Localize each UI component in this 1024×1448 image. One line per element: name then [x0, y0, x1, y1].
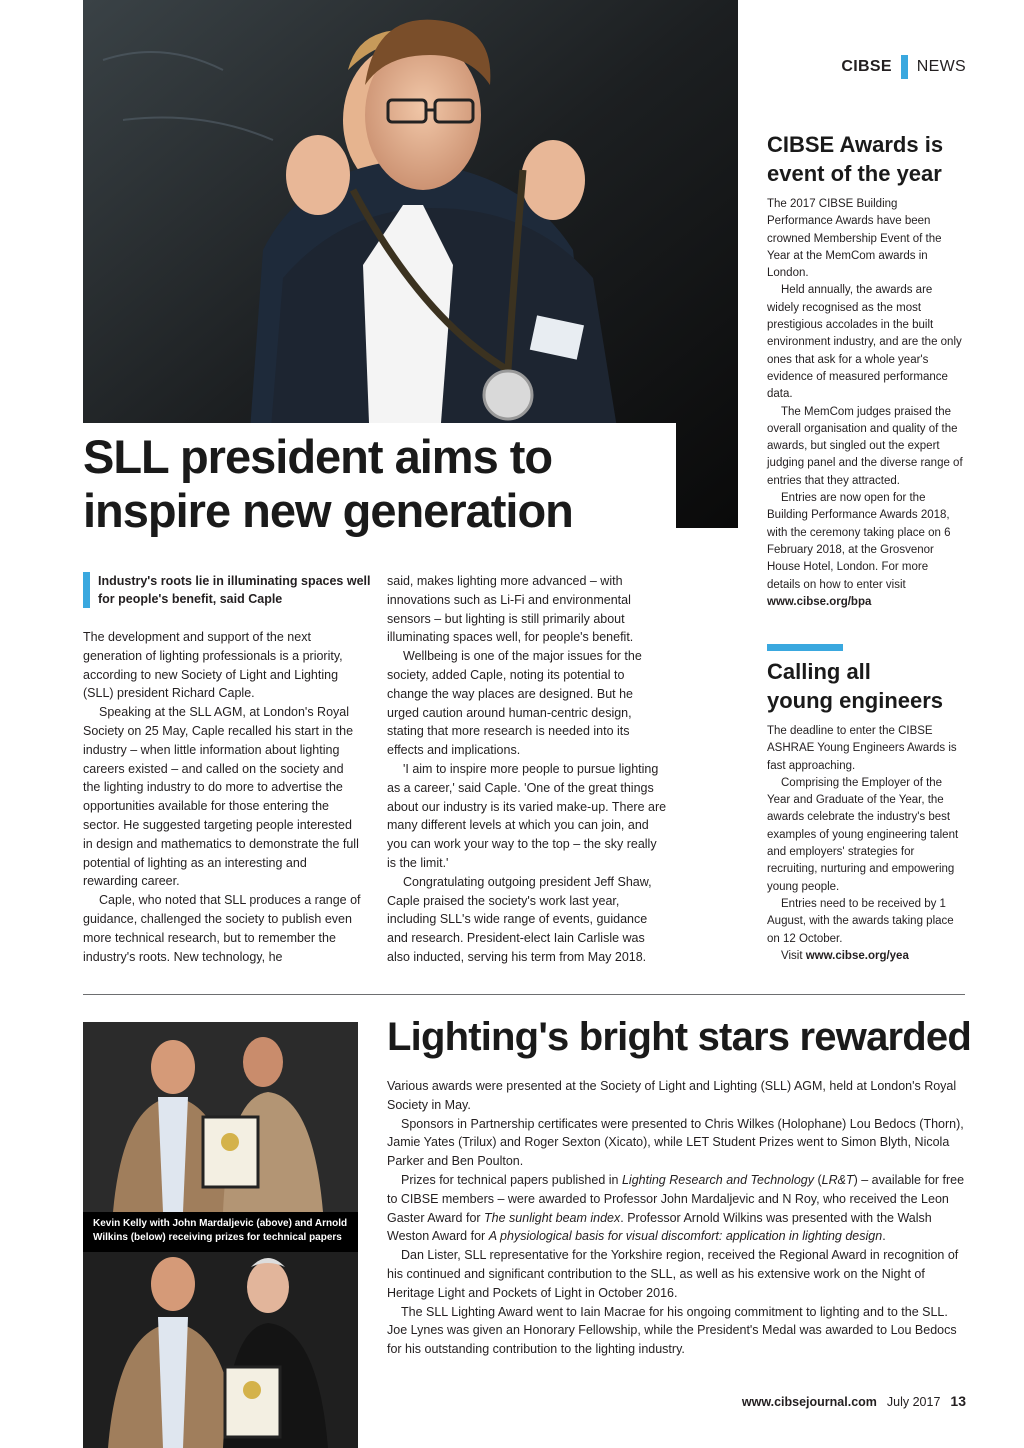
main-headline-line2: inspire new generation: [83, 484, 573, 537]
sidebar-story1-title: [767, 130, 967, 188]
brand-label: CIBSE: [841, 58, 892, 75]
paragraph: The 2017 CIBSE Building Performance Awards have been crowned Membership Event of the Year at the MemCom awards in London.: [767, 198, 942, 280]
paragraph: Speaking at the SLL AGM, at London's Royal Society on 25 May, Caple recalled his start in the industry – when little information about lighting careers existed – and called on the society and the lighting industry to do more to advertise the opportunities available for those entering the sector. He suggested targeting people interested in design and mathematics to demonstrate the full potential of lighting as an interesting and rewarding career.: [83, 705, 359, 889]
sidebar-story2-title-line2: young engineers: [767, 688, 944, 713]
paragraph: said, makes lighting more advanced – with innovations such as Li-Fi and environmental sensors – but lighting is still primarily about illuminating spaces well, for people's benefit.: [387, 574, 634, 645]
text-run: .: [882, 1229, 886, 1244]
paragraph-text: Visit: [781, 949, 803, 962]
section-divider: [83, 994, 965, 995]
sidebar-story1-body: [767, 196, 963, 611]
paper-title: A physiological basis for visual discomfort: application in lighting design: [488, 1229, 883, 1244]
photo-caption: Kevin Kelly with John Mardaljevic (above) and Arnold Wilkins (below) receiving prizes for technical papers: [83, 1212, 358, 1252]
text-run: . Professor Arnold Wilkins was presented with the Walsh Weston Award for: [387, 1210, 932, 1244]
sidebar-story2-title-line1: Calling all: [767, 659, 871, 684]
journal-abbreviation: LR&T: [821, 1172, 854, 1187]
paragraph: Dan Lister, SLL representative for the Yorkshire region, received the Regional Award in recognition of his continued and significant contribution to the SLL, as well as his extensive work on the Night of Heritage Light and Pockets of Light in October 2016.: [387, 1248, 959, 1300]
paragraph: Comprising the Employer of the Year and Graduate of the Year, the awards celebrate the industry's best examples of young engineering talent and employers' strategies for recruiting, nurturing and empowering young people.: [767, 776, 959, 893]
paragraph: Congratulating outgoing president Jeff Shaw, Caple praised the society's work last year, including SLL's wide range of events, guidance and research. President-elect Iain Carlisle was also inducted, serving his term from May 2018.: [387, 874, 652, 964]
sidebar-story2-body: [767, 723, 963, 965]
paragraph: The deadline to enter the CIBSE ASHRAE Young Engineers Awards is fast approaching.: [767, 725, 957, 772]
sidebar-story2-title: [767, 657, 967, 715]
paragraph: 'I aim to inspire more people to pursue lighting as a career,' said Caple. 'One of the great things about our industry is its varied make-up. There are many different levels at which you can join, and you can work your way to the top – the sky really is the limit.': [387, 761, 667, 870]
paragraph: Wellbeing is one of the major issues for the society, added Caple, noting its potential to change the way places are designed. But he urged caution around human-centric design, stating that more research is needed into its effects and implications.: [387, 649, 642, 758]
paragraph: The MemCom judges praised the overall organisation and quality of the awards, but singled out the expert judging panel and the diverse range of entries that they attracted.: [767, 405, 963, 487]
paragraph: The development and support of the next generation of lighting professionals is a priority, according to new Society of Light and Lighting (SLL) president Richard Caple.: [83, 630, 343, 701]
paragraph-text: Entries are now open for the Building Performance Awards 2018, with the ceremony taking place on 6 February 2018, at the Grosvenor House Hotel, London. For more details on how to enter visit: [767, 492, 951, 591]
standfirst: Industry's roots lie in illuminating spaces well for people's benefit, said Caple: [83, 572, 378, 608]
section-label: NEWS: [916, 58, 966, 75]
bpa-link[interactable]: www.cibse.org/bpa: [767, 595, 872, 608]
paragraph: [767, 490, 963, 611]
awards-headline: Lighting's bright stars rewarded: [387, 1015, 971, 1059]
footer-issue: July 2017: [886, 1395, 941, 1409]
main-headline: [83, 430, 683, 538]
footer-url[interactable]: www.cibsejournal.com: [741, 1395, 877, 1409]
main-headline-line1: SLL president aims to: [83, 430, 553, 483]
page-number: 13: [950, 1393, 966, 1409]
section-header: [841, 55, 966, 79]
paragraph: Entries need to be received by 1 August, with the awards taking place on 12 October.: [767, 897, 954, 945]
paragraph: [767, 948, 963, 965]
yea-link[interactable]: www.cibse.org/yea: [805, 949, 909, 962]
journal-title: Lighting Research and Technology: [621, 1172, 815, 1187]
paragraph: [387, 1171, 965, 1246]
article-column-1: [83, 628, 363, 966]
text-run: (: [814, 1172, 822, 1187]
sidebar-story1-title-line2: event of the year: [767, 161, 942, 186]
text-run: ) – available for free to CIBSE members – were awarded to Professor John Mardaljevic and N Roy, who received the Leon Gaster Award for: [387, 1172, 965, 1225]
text-run: Prizes for technical papers published in: [401, 1172, 622, 1187]
paragraph: Held annually, the awards are widely recognised as the most prestigious accolades in the built environment industry, and are the only ones that ask for a whole year's evidence of measured performance data.: [767, 284, 962, 401]
awards-article-body: [387, 1077, 965, 1359]
page-footer: [742, 1393, 966, 1409]
paper-title: The sunlight beam index: [484, 1210, 621, 1225]
paragraph: Various awards were presented at the Society of Light and Lighting (SLL) AGM, held at London's Royal Society in May.: [387, 1079, 957, 1112]
sidebar-story1-title-line1: CIBSE Awards is: [767, 132, 944, 157]
paragraph: The SLL Lighting Award went to Iain Macrae for his ongoing commitment to lighting and to the SLL. Joe Lynes was given an Honorary Fellowship, while the President's Medal was awarded to Lou Bedocs for his outstanding contribution to the lighting industry.: [387, 1304, 957, 1357]
article-column-2: [387, 572, 667, 967]
header-accent-bar: [901, 55, 908, 79]
sidebar-divider-bar: [767, 644, 843, 651]
paragraph: Caple, who noted that SLL produces a range of guidance, challenged the society to publish even more technical research, but to remember the industry's roots. New technology, he: [83, 893, 361, 964]
paragraph: Sponsors in Partnership certificates were presented to Chris Wilkes (Holophane) Lou Bedocs (Thorn), Jamie Yates (Trilux) and Roger Sexton (Xicato), while LET Student Prizes went to Simon Blyth, Nicola Parker and Ben Poulton.: [387, 1116, 964, 1169]
